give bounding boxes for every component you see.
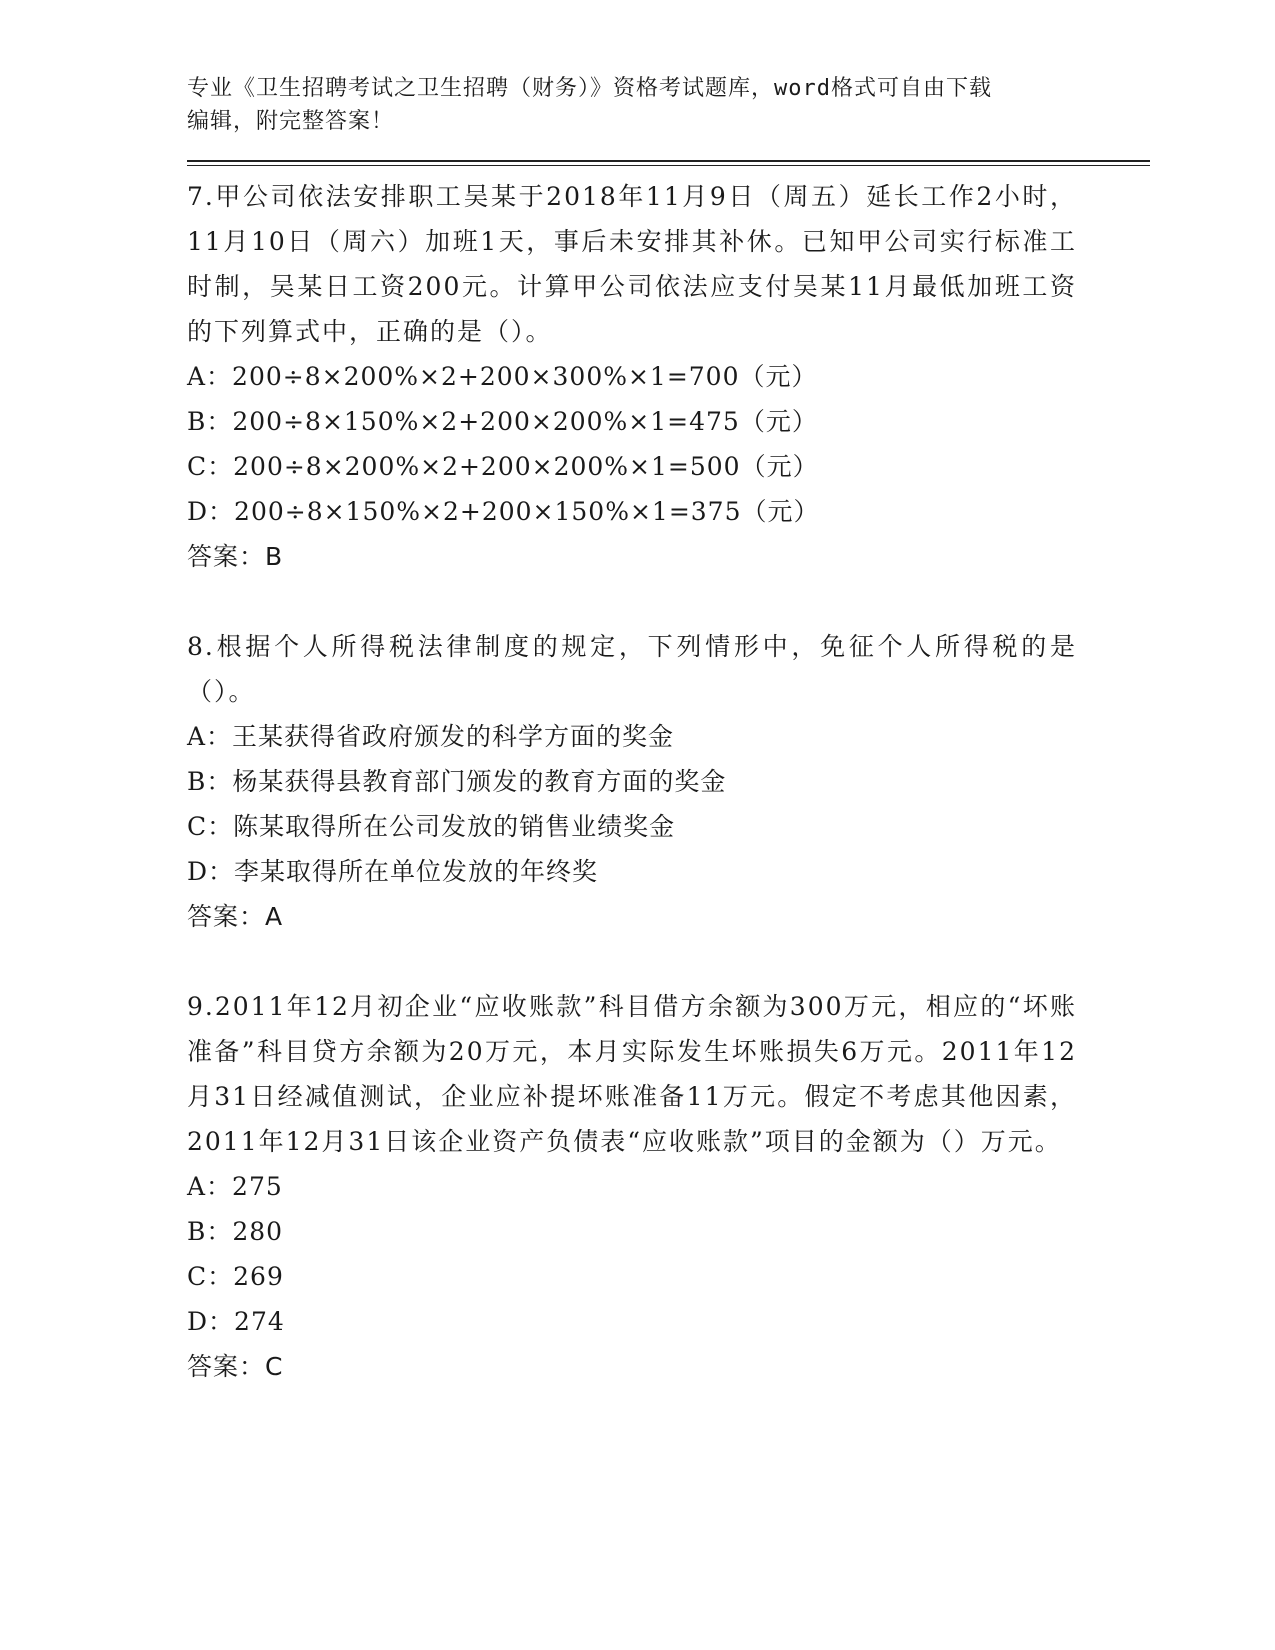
question-stem: 9.2011年12月初企业“应收账款”科目借方余额为300万元，相应的“坏账准备”科目贷方余额为20万元，本月实际发生坏账损失6万元。2011年12月31日经减值测试，企业应补提坏账准备11万元。假定不考虑其他因素，2011年12月31日该企业资产负债表“应收账款”项目的金额为（）万元。	[187, 992, 1077, 1156]
option-c: C：269	[187, 1262, 284, 1291]
option-d: D：200÷8×150%×2+200×150%×1=375（元）	[187, 497, 820, 526]
option-b: B：200÷8×150%×2+200×200%×1=475（元）	[187, 407, 818, 436]
option-b: B：杨某获得县教育部门颁发的教育方面的奖金	[187, 767, 727, 796]
answer-line: 答案：C	[187, 1352, 284, 1381]
option-a: A：275	[187, 1172, 283, 1201]
question-stem: 7.甲公司依法安排职工吴某于2018年11月9日（周五）延长工作2小时，11月10日（周六）加班1天，事后未安排其补休。已知甲公司实行标准工时制，吴某日工资200元。计算甲公司依法应支付吴某11月最低加班工资的下列算式中，正确的是（）。	[187, 182, 1077, 346]
question-7	[187, 174, 1087, 579]
answer-line: 答案：B	[187, 542, 284, 571]
question-9	[187, 984, 1087, 1389]
option-b: B：280	[187, 1217, 284, 1246]
document-header	[187, 72, 1087, 138]
question-stem: 8.根据个人所得税法律制度的规定，下列情形中，免征个人所得税的是（）。	[187, 632, 1077, 706]
option-d: D：274	[187, 1307, 285, 1336]
option-c: C：200÷8×200%×2+200×200%×1=500（元）	[187, 452, 819, 481]
option-a: A：200÷8×200%×2+200×300%×1=700（元）	[187, 362, 818, 391]
document-page	[187, 72, 1087, 1434]
option-c: C：陈某取得所在公司发放的销售业绩奖金	[187, 812, 676, 841]
header-line-1: 专业《卫生招聘考试之卫生招聘（财务）》资格考试题库，word格式可自由下载	[187, 76, 992, 101]
header-line-2: 编辑，附完整答案！	[187, 109, 395, 134]
question-8	[187, 624, 1087, 939]
option-d: D：李某取得所在单位发放的年终奖	[187, 857, 599, 886]
option-a: A：王某获得省政府颁发的科学方面的奖金	[187, 722, 675, 751]
question-list	[187, 174, 1087, 1389]
header-divider	[187, 160, 1150, 166]
answer-line: 答案：A	[187, 902, 284, 931]
